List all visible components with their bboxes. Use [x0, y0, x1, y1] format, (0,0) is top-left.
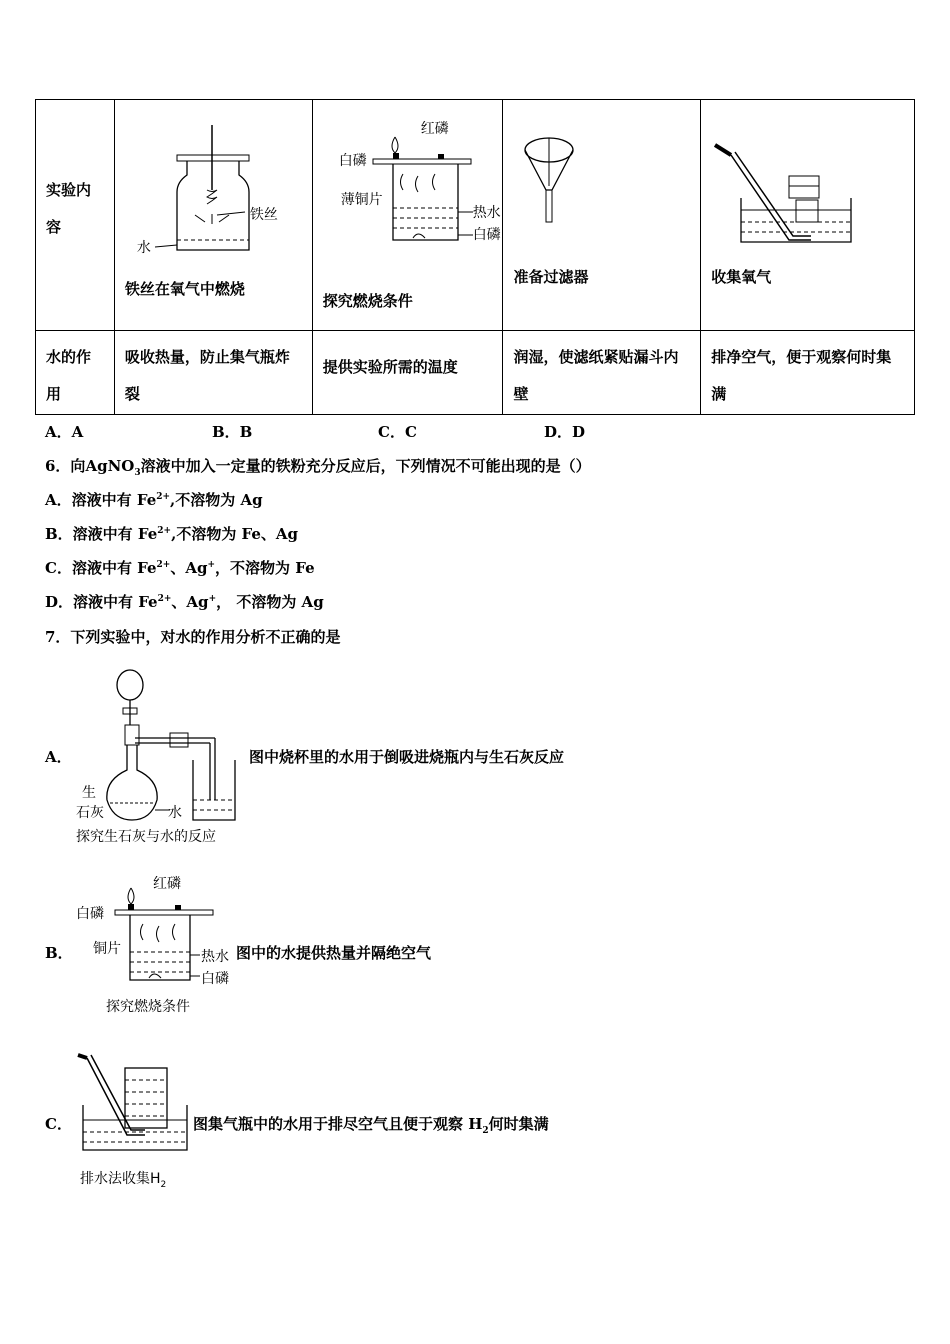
fig-c-caption: 排水法收集$H_2$: [80, 1171, 167, 1190]
q6-option-c: C．溶液中有 $Fe^{2+}$、Ag+，不溶物为 Fe: [45, 559, 315, 577]
cell-iron-wire: [114, 100, 312, 331]
table-row: [36, 100, 915, 331]
label-iron-wire: 铁丝: [249, 207, 278, 223]
fig-a-label-3: 水: [168, 805, 182, 821]
fig-a-label-1: 生: [82, 785, 96, 801]
cell-water-role-4: 排净空气，便于观察何时集满: [701, 331, 915, 415]
cell-water-role-1: 吸收热量，防止集气瓶炸裂: [114, 331, 312, 415]
caption-filter: 准备过滤器: [513, 268, 589, 286]
label-water: 水: [136, 240, 151, 256]
cell-water-role-3: 润湿，使滤纸紧贴漏斗内壁: [503, 331, 701, 415]
water-displacement-h2-diagram: [75, 1050, 195, 1160]
table-row: [36, 331, 915, 415]
fig-a-caption: 探究生石灰与水的反应: [76, 829, 216, 845]
label-white-phosphorus: 白磷: [338, 153, 367, 169]
cell-water-role-2: 提供实验所需的温度: [312, 331, 503, 415]
option-b: B．B: [212, 423, 253, 441]
cell-filter: [503, 100, 701, 331]
q7-option-a-letter: A．: [45, 748, 72, 766]
fig-b-caption: 探究燃烧条件: [106, 999, 190, 1015]
q7-option-b-letter: B．: [45, 944, 73, 962]
label-copper-sheet: 薄铜片: [340, 192, 383, 208]
option-c: C．C: [378, 423, 417, 441]
row-header-water: 水的作用: [36, 331, 115, 415]
q6-option-b: B．溶液中有 $Fe^{2+}$,不溶物为 Fe、Ag: [45, 525, 299, 543]
fig-b-label-hot-water: 热水: [201, 949, 229, 965]
row-header-label: 实验内容: [46, 181, 92, 236]
fig-b-label-copper: 铜片: [93, 941, 121, 957]
cell-combustion: [312, 100, 503, 331]
q6-option-a: A．溶液中有 $Fe^{2+}$,不溶物为 Ag: [45, 491, 263, 509]
label-red-phosphorus: 红磷: [420, 121, 449, 137]
cell-oxygen: [701, 100, 915, 331]
collect-oxygen-diagram: [701, 100, 914, 260]
q7-option-c-letter: C．: [45, 1115, 72, 1133]
option-a: A．A: [45, 423, 84, 441]
q6-stem: 6．向AgNO$_3$溶液中加入一定量的铁粉充分反应后，下列情况不可能出现的是（）: [45, 457, 591, 478]
fig-a-label-2: 石灰: [76, 805, 104, 821]
iron-wire-burning-diagram: [115, 100, 312, 260]
caption-combustion: 探究燃烧条件: [322, 292, 413, 310]
option-d: D．D: [544, 423, 586, 441]
q6-option-d: D．溶液中有 $Fe^{2+}$、Ag+， 不溶物为 Ag: [45, 593, 324, 611]
funnel-diagram: [503, 100, 700, 260]
q7-option-a-text: 图中烧杯里的水用于倒吸进烧瓶内与生石灰反应: [249, 748, 565, 766]
q7-option-b-text: 图中的水提供热量并隔绝空气: [236, 944, 432, 962]
q7-option-c-text: 图集气瓶中的水用于排尽空气且便于观察 $H_2$何时集满: [193, 1115, 549, 1136]
row-header-content: [36, 100, 115, 331]
fig-b-label-white-p-2: 白磷: [201, 971, 229, 987]
fig-b-label-red-p: 红磷: [153, 876, 181, 892]
caption-oxygen: 收集氧气: [711, 268, 772, 286]
label-white-phosphorus-2: 白磷: [472, 227, 501, 243]
experiment-table: [35, 99, 915, 415]
fig-b-label-white-p: 白磷: [76, 906, 104, 922]
q7-stem: 7．下列实验中，对水的作用分析不正确的是: [45, 628, 341, 646]
caption-iron-wire: 铁丝在氧气中燃烧: [124, 280, 245, 298]
label-hot-water: 热水: [472, 205, 501, 221]
